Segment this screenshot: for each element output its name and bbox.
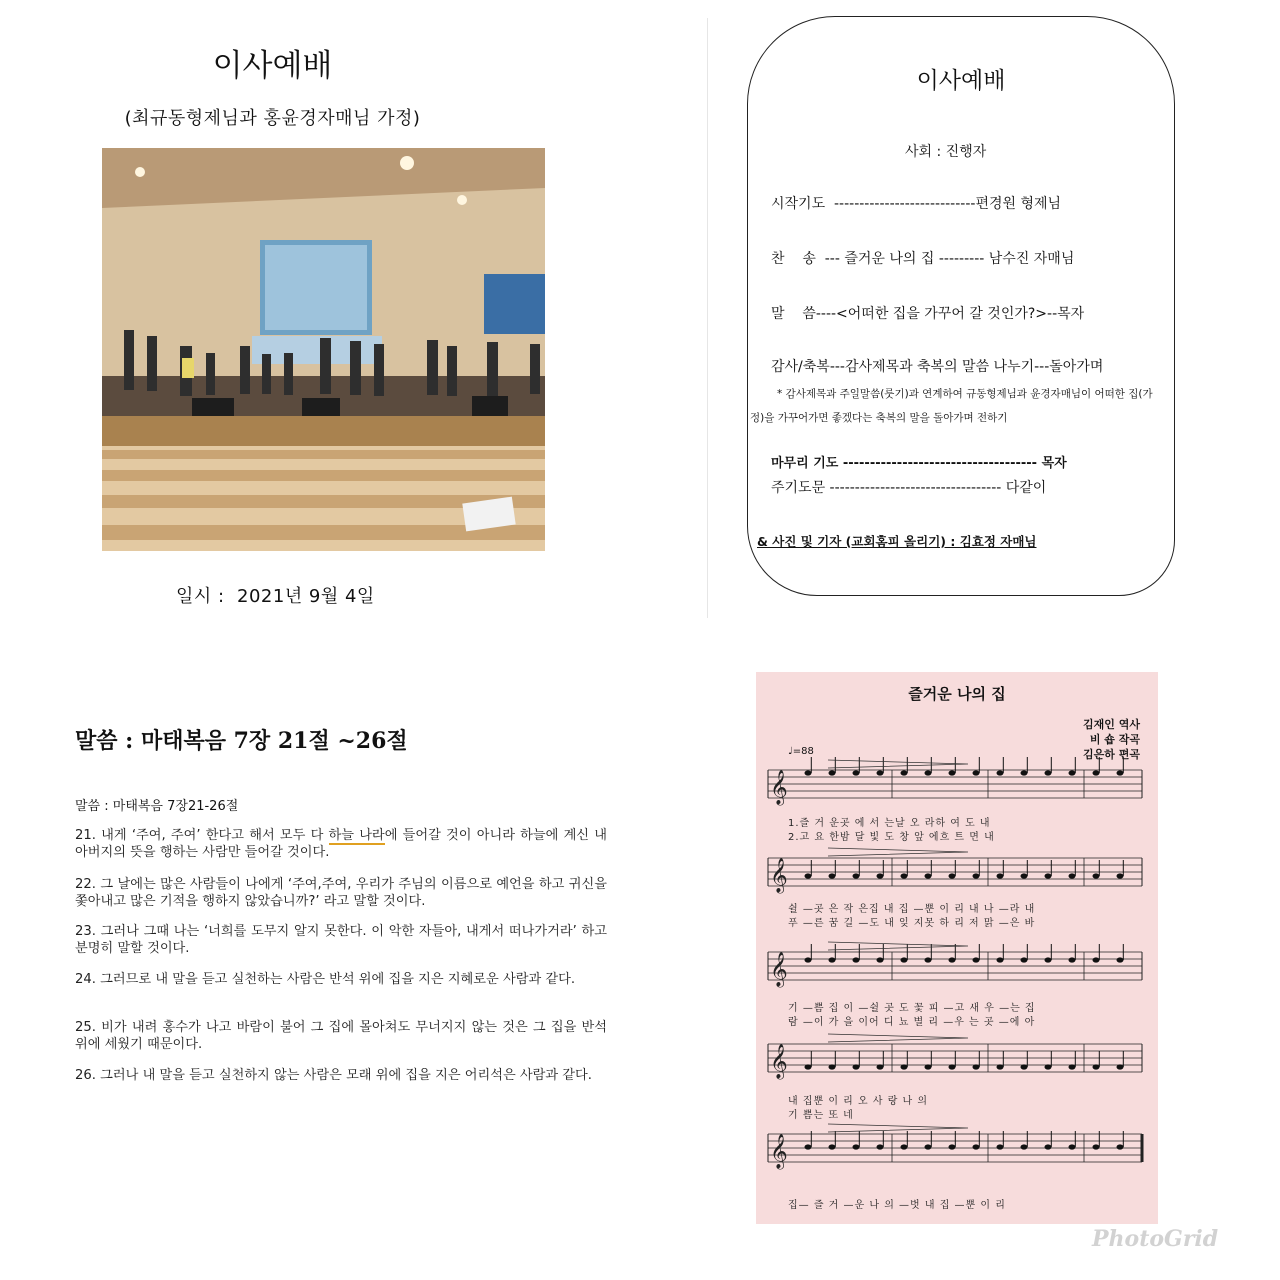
hymn-tempo: ♩=88	[788, 746, 814, 757]
lyric-line-3: 쉴 —곳 은 작 은집 내 집 —뿐 이 리 내 나 —라 내	[788, 904, 1036, 915]
order-note-line1: * 감사제목과 주일말씀(룻기)과 연계하여 규동형제님과 윤경자매님이 어떠한 집(가	[777, 388, 1153, 400]
lyric-line-9: 집— 즐 거 —운 나 의 —벗 내 집 —뿐 이 리	[788, 1200, 1006, 1211]
svg-text:𝄞: 𝄞	[770, 952, 788, 987]
order-lords-prayer: 주기도문 ---------------------------------- 다같이	[771, 480, 1047, 496]
order-host: 사회 : 진행자	[905, 144, 987, 160]
verse-22: 22. 그 날에는 많은 사람들이 나에게 ‘주여,주여, 우리가 주님의 이름으로 예언을 하고 귀신을 쫓아내고 많은 기적을 행하지 않았습니까?’ 라고 말할 것이다.	[75, 877, 607, 909]
hymn-lyricist: 김재인 역사	[1083, 718, 1140, 731]
lyric-line-6: 람 —이 가 을 이어 디 뇨 별 리 —우 는 곳 —에 아	[788, 1017, 1036, 1028]
order-item-hymn: 찬 송 --- 즐거운 나의 집 --------- 남수진 자매님	[771, 251, 1075, 267]
verse-21-highlight: 하늘 나라	[328, 828, 385, 843]
service-date: 일시 : 2021년 9월 4일	[176, 586, 375, 607]
lyric-line-2: 2.고 요 한밤 달 빛 도 창 앞 에흐 트 면 내	[788, 832, 995, 843]
invitation-title: 이사예배	[212, 48, 333, 84]
order-item-opening-prayer: 시작기도 ----------------------------편경원 형제님	[771, 196, 1062, 212]
lyric-line-1: 1.즐 거 운곳 에 서 는날 오 라하 여 도 내	[788, 818, 991, 829]
svg-text:𝄞: 𝄞	[770, 770, 788, 805]
verse-21-part: 에 들어갈 것이 아니라 하늘에 계신 내 아버지의 뜻을 행하는 사람만 들어갈 것이다.	[75, 828, 607, 860]
lyric-line-7: 내 집뿐 이 리 오 사 랑 나 의	[788, 1096, 929, 1107]
verse-26: 26. 그러나 내 말을 듣고 실천하지 않는 사람은 모래 위에 집을 지은 어리석은 사람과 같다.	[75, 1068, 592, 1083]
photogrid-watermark: PhotoGrid	[1092, 1226, 1219, 1252]
order-item-sermon: 말 씀----<어떠한 집을 가꾸어 갈 것인가?>--목자	[771, 306, 1085, 322]
order-photo-credit: & 사진 및 기자 (교회홈피 올리기) : 김효정 자매님	[757, 534, 1037, 549]
lyric-line-8: 기 쁨는 또 네	[788, 1110, 854, 1121]
lyric-line-4: 푸 —른 꿈 길 —도 내 잊 지못 하 리 저 맑 —은 바	[788, 918, 1036, 929]
hymn-composer: 비 숍 작곡	[1089, 733, 1140, 746]
order-item-thanks: 감사/축복---감사제목과 축복의 말씀 나누기---돌아가며	[771, 359, 1104, 375]
svg-text:𝄞: 𝄞	[770, 1044, 788, 1079]
panel-divider	[707, 18, 708, 618]
verse-21	[75, 827, 607, 861]
hymn-title: 즐거운 나의 집	[908, 685, 1006, 703]
svg-text:𝄞: 𝄞	[770, 1134, 788, 1169]
scripture-reference: 말씀 : 마태복음 7장21-26절	[75, 799, 239, 814]
worship-photo	[102, 148, 545, 551]
verse-23: 23. 그러나 그때 나는 ‘너희를 도무지 알지 못한다. 이 악한 자들아, 내게서 떠나가거라’ 하고 분명히 말할 것이다.	[75, 924, 607, 956]
hymn-arranger: 김은하 편곡	[1083, 748, 1140, 761]
verse-24: 24. 그러므로 내 말을 듣고 실천하는 사람은 반석 위에 집을 지은 지혜로운 사람과 같다.	[75, 972, 576, 987]
order-note-line2: 정)을 가꾸어가면 좋겠다는 축복의 말을 돌아가며 전하기	[750, 412, 1008, 424]
lyric-line-5: 기 —쁨 집 이 —쉴 곳 도 꽃 피 —고 새 우 —는 집	[788, 1003, 1036, 1014]
scripture-heading: 말씀 : 마태복음 7장 21절 ~26절	[75, 728, 408, 754]
verse-21-part: 21. 내게 ‘주여, 주여’ 한다고 해서 모두 다	[75, 828, 329, 843]
verse-25: 25. 비가 내려 홍수가 나고 바람이 불어 그 집에 몰아쳐도 무너지지 않는 것은 그 집을 반석 위에 세웠기 때문이다.	[75, 1020, 607, 1052]
svg-text:𝄞: 𝄞	[770, 858, 788, 893]
order-closing-prayer: 마무리 기도 ------------------------------------ 목자	[771, 456, 1067, 471]
invitation-subtitle: (최규동형제님과 홍윤경자매님 가정)	[124, 108, 421, 129]
order-title: 이사예배	[916, 68, 1006, 94]
